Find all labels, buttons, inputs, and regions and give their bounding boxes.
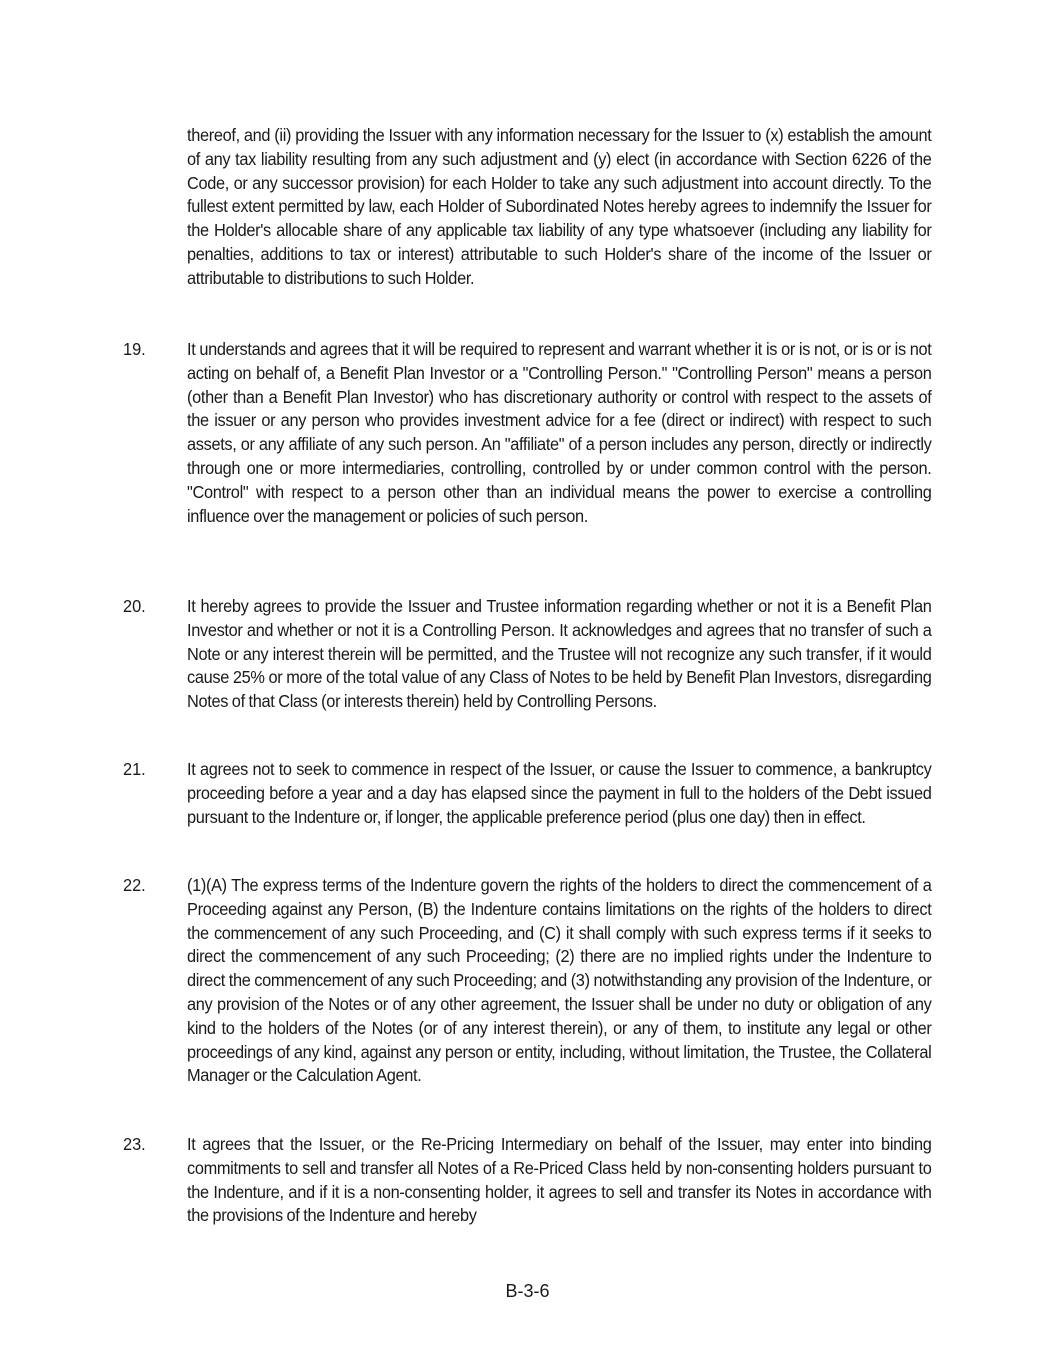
- item-text: It agrees not to seek to commence in respect of the Issuer, or cause the Issuer to commence, a bankruptcy proceeding before a year and a day has elapsed since the payment in full to the holders of the Debt issued pursuant to the Indenture or, if longer, the applicable preference period (plus one day) then in effect.: [187, 759, 932, 827]
- item-number: 23.: [123, 1134, 146, 1154]
- item-number: 22.: [123, 875, 146, 895]
- item-text: It understands and agrees that it will be required to represent and warrant whether it is or is not, or is or is not acting on behalf of, a Benefit Plan Investor or a "Controlling Person." "Controlling Person" means a person (other than a Benefit Plan Investor) who has discretionary authority or control with respect to the assets of the issuer or any person who provides investment advice for a fee (direct or indirect) with respect to such assets, or any affiliate of any such person. An "affiliate" of a person includes any person, directly or indirectly through one or more intermediaries, controlling, controlled by or under common control with the person. "Control" with respect to a person other than an individual means the power to exercise a controlling influence over the management or policies of such person.: [187, 339, 932, 526]
- continuation-paragraph: thereof, and (ii) providing the Issuer with any information necessary for the Issuer to (x) establish the amount of any tax liability resulting from any such adjustment and (y) elect (in accordance with Section 6226 of the Code, or any successor provision) for each Holder to take any such adjustment into account directly. To the fullest extent permitted by law, each Holder of Subordinated Notes hereby agrees to indemnify the Issuer for the Holder's allocable share of any applicable tax liability of any type whatsoever (including any liability for penalties, additions to tax or interest) attributable to such Holder's share of the income of the Issuer or attributable to distributions to such Holder.: [187, 125, 932, 288]
- item-text: It agrees that the Issuer, or the Re-Pricing Intermediary on behalf of the Issuer, may enter into binding commitments to sell and transfer all Notes of a Re-Priced Class held by non-consenting holders pursuant to the Indenture, and if it is a non-consenting holder, it agrees to sell and transfer its Notes in accordance with the provisions of the Indenture and hereby: [187, 1134, 932, 1226]
- page-number: B-3-6: [505, 1281, 550, 1301]
- item-number: 21.: [123, 759, 146, 779]
- item-text: It hereby agrees to provide the Issuer and Trustee information regarding whether or not it is a Benefit Plan Investor and whether or not it is a Controlling Person. It acknowledges and agrees that no transfer of such a Note or any interest therein will be permitted, and the Trustee will not recognize any such transfer, if it would cause 25% or more of the total value of any Class of Notes to be held by Benefit Plan Investors, disregarding Notes of that Class (or interests therein) held by Controlling Persons.: [187, 596, 932, 712]
- item-number: 20.: [123, 596, 146, 616]
- item-number: 19.: [123, 339, 146, 359]
- item-text: (1)(A) The express terms of the Indenture govern the rights of the holders to direct the commencement of a Proceeding against any Person, (B) the Indenture contains limitations on the rights of the holders to direct the commencement of any such Proceeding, and (C) it shall comply with such express terms if it seeks to direct the commencement of any such Proceeding; (2) there are no implied rights under the Indenture to direct the commencement of any such Proceeding; and (3) notwithstanding any provision of the Indenture, or any provision of the Notes or of any other agreement, the Issuer shall be under no duty or obligation of any kind to the holders of the Notes (or of any interest therein), or any of them, to institute any legal or other proceedings of any kind, against any person or entity, including, without limitation, the Trustee, the Collateral Manager or the Calculation Agent.: [187, 875, 932, 1086]
